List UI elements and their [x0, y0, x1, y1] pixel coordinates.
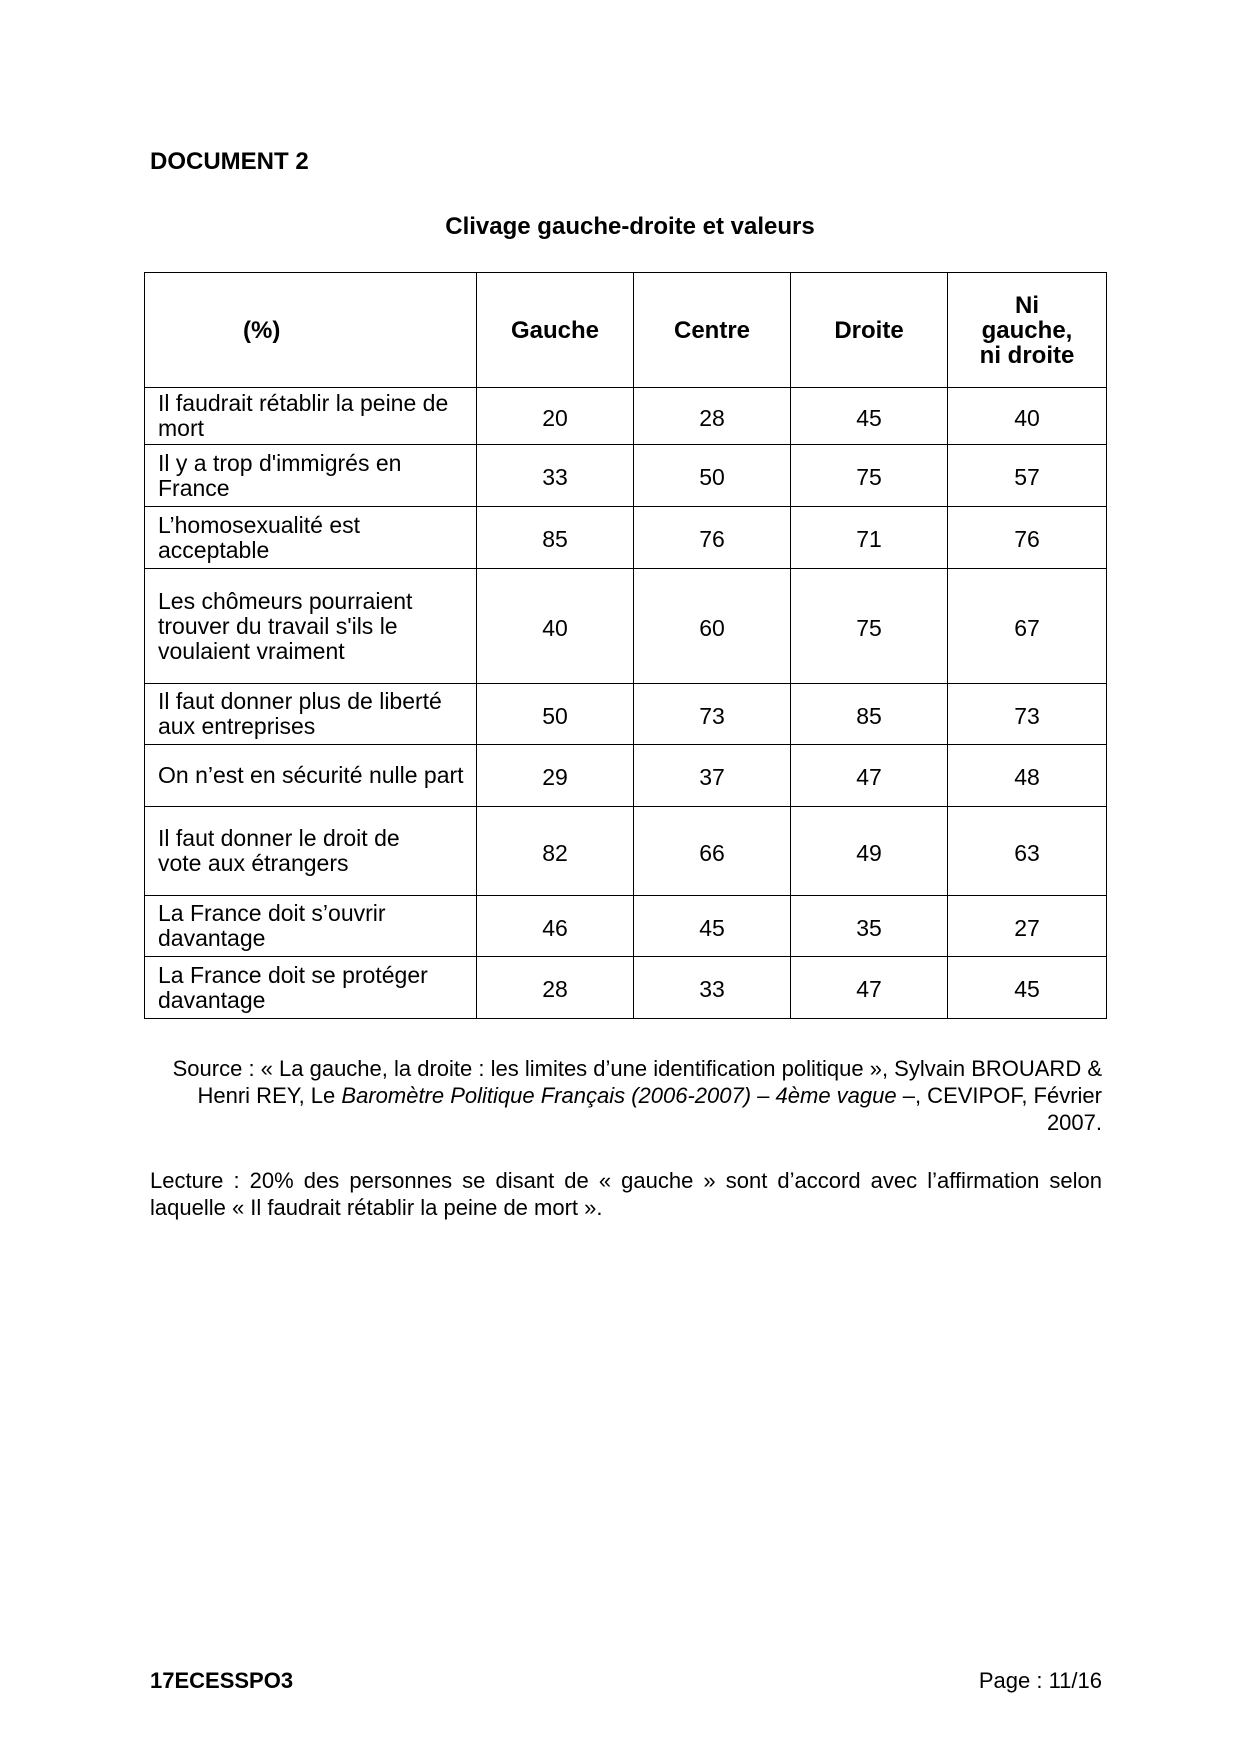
header-centre: Centre — [634, 273, 791, 388]
cell-centre: 66 — [634, 807, 791, 896]
cell-ni-gauche-ni-droite: 73 — [948, 684, 1107, 745]
cell-centre: 28 — [634, 388, 791, 445]
source-prefix: Source : « La gauche, la droite : les limites d’une identification politique », Sylvain BROUARD & Henri REY, Le — [172, 1056, 1102, 1108]
cell-centre: 50 — [634, 445, 791, 507]
table-row — [145, 388, 1107, 445]
cell-ni-gauche-ni-droite: 27 — [948, 896, 1107, 957]
table-row — [145, 569, 1107, 684]
cell-gauche: 46 — [477, 896, 634, 957]
table-row — [145, 896, 1107, 957]
table-row — [145, 684, 1107, 745]
cell-centre: 73 — [634, 684, 791, 745]
cell-droite: 47 — [791, 957, 948, 1019]
cell-droite: 71 — [791, 507, 948, 569]
cell-droite: 85 — [791, 684, 948, 745]
cell-gauche: 29 — [477, 745, 634, 807]
table-row — [145, 507, 1107, 569]
table-row — [145, 445, 1107, 507]
cell-droite: 75 — [791, 445, 948, 507]
cell-gauche: 50 — [477, 684, 634, 745]
cell-ni-gauche-ni-droite: 67 — [948, 569, 1107, 684]
cell-ni-gauche-ni-droite: 48 — [948, 745, 1107, 807]
footer-exam-code: 17ECESSPO3 — [150, 1668, 294, 1693]
header-unit: (%) — [145, 273, 477, 388]
cell-ni-gauche-ni-droite: 45 — [948, 957, 1107, 1019]
values-table — [144, 272, 1107, 1019]
cell-gauche: 20 — [477, 388, 634, 445]
cell-gauche: 40 — [477, 569, 634, 684]
source-publication: Baromètre Politique Français (2006-2007) – 4ème vague — [341, 1083, 897, 1108]
cell-droite: 35 — [791, 896, 948, 957]
cell-centre: 37 — [634, 745, 791, 807]
header-ni-gauche-ni-droite: Ni gauche, ni droite — [948, 273, 1107, 388]
cell-ni-gauche-ni-droite: 63 — [948, 807, 1107, 896]
row-statement: Les chômeurs pourraient trouver du travail s'ils le voulaient vraiment — [145, 569, 477, 684]
footer-page-number: Page : 11/16 — [978, 1668, 1102, 1693]
row-statement: La France doit s’ouvrir davantage — [145, 896, 477, 957]
row-statement: La France doit se protéger davantage — [145, 957, 477, 1019]
cell-ni-gauche-ni-droite: 76 — [948, 507, 1107, 569]
cell-droite: 49 — [791, 807, 948, 896]
table-title: Clivage gauche-droite et valeurs — [445, 213, 815, 240]
source-citation — [150, 1055, 1102, 1136]
cell-droite: 75 — [791, 569, 948, 684]
row-statement: Il faudrait rétablir la peine de mort — [145, 388, 477, 445]
cell-droite: 47 — [791, 745, 948, 807]
cell-centre: 60 — [634, 569, 791, 684]
table-header-row — [145, 273, 1107, 388]
header-droite: Droite — [791, 273, 948, 388]
row-statement: Il faut donner plus de liberté aux entreprises — [145, 684, 477, 745]
cell-gauche: 28 — [477, 957, 634, 1019]
row-statement: L’homosexualité est acceptable — [145, 507, 477, 569]
header-gauche: Gauche — [477, 273, 634, 388]
row-statement: Il y a trop d'immigrés en France — [145, 445, 477, 507]
cell-ni-gauche-ni-droite: 40 — [948, 388, 1107, 445]
cell-centre: 33 — [634, 957, 791, 1019]
table-row — [145, 745, 1107, 807]
cell-gauche: 33 — [477, 445, 634, 507]
row-statement: On n’est en sécurité nulle part — [145, 745, 477, 807]
table-row — [145, 957, 1107, 1019]
cell-centre: 76 — [634, 507, 791, 569]
cell-gauche: 85 — [477, 507, 634, 569]
row-statement: Il faut donner le droit de vote aux étrangers — [145, 807, 477, 896]
cell-ni-gauche-ni-droite: 57 — [948, 445, 1107, 507]
cell-centre: 45 — [634, 896, 791, 957]
cell-droite: 45 — [791, 388, 948, 445]
reading-note: Lecture : 20% des personnes se disant de « gauche » sont d’accord avec l’affirmation selon laquelle « Il faudrait rétablir la peine de mort ». — [150, 1168, 1102, 1220]
cell-gauche: 82 — [477, 807, 634, 896]
document-label: DOCUMENT 2 — [150, 148, 309, 175]
table-row — [145, 807, 1107, 896]
source-suffix: –, CEVIPOF, Février 2007. — [896, 1083, 1102, 1135]
